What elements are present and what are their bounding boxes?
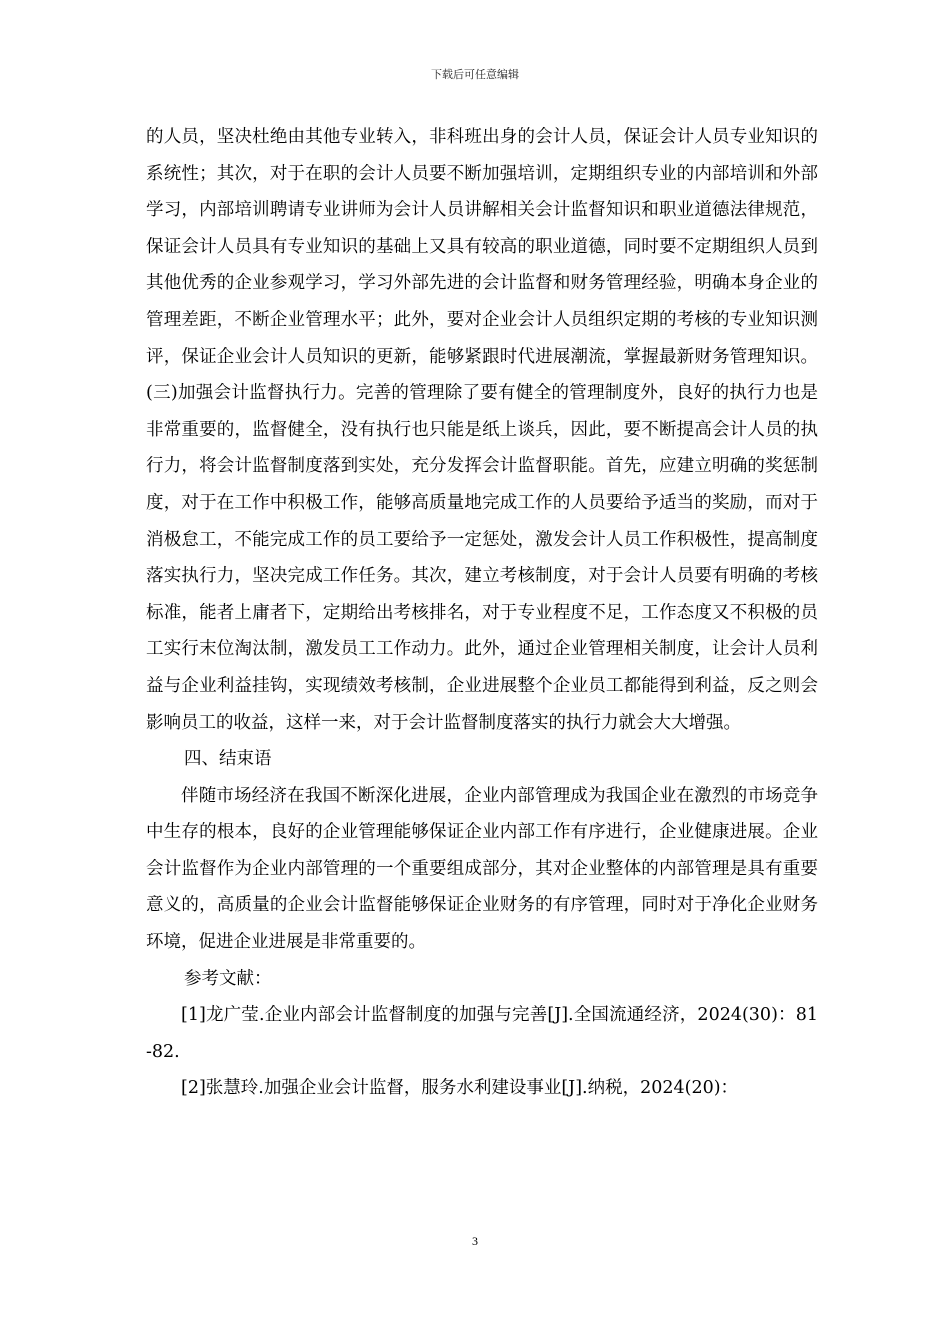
reference-item-1: [1]龙广莹.企业内部会计监督制度的加强与完善[J].全国流通经济，2024(30)：81-82. bbox=[146, 1005, 818, 1062]
body-paragraph: 的人员，坚决杜绝由其他专业转入，非科班出身的会计人员，保证会计人员专业知识的系统性；其次，对于在职的会计人员要不断加强培训，定期组织专业的内部培训和外部学习，内部培训聘请专业讲师为会计人员讲解相关会计监督知识和职业道德法律规范，保证会计人员具有专业知识的基础上又具有较高的职业道德，同时要不定期组织人员到其他优秀的企业参观学习，学习外部先进的会计监督和财务管理经验，明确本身企业的管理差距，不断企业管理水平；此外，要对企业会计人员组织定期的考核的专业知识测评，保证企业会计人员知识的更新，能够紧跟时代进展潮流，掌握最新财务管理知识。(三)加强会计监督执行力。完善的管理除了要有健全的管理制度外，良好的执行力也是非常重要的，监督健全，没有执行也只能是纸上谈兵，因此，要不断提高会计人员的执行力，将会计监督制度落到实处，充分发挥会计监督职能。首先，应建立明确的奖惩制度，对于在工作中积极工作，能够高质量地完成工作的人员要给予适当的奖励，而对于消极怠工，不能完成工作的员工要给予一定惩处，激发会计人员工作积极性，提高制度落实执行力，坚决完成工作任务。其次，建立考核制度，对于会计人员要有明确的考核标准，能者上庸者下，定期给出考核排名，对于专业程度不足，工作态度又不积极的员工实行末位淘汰制，激发员工工作动力。此外，通过企业管理相关制度，让会计人员利益与企业利益挂钩，实现绩效考核制，企业进展整个企业员工都能得到利益，反之则会影响员工的收益，这样一来，对于会计监督制度落实的执行力就会大大增强。 bbox=[146, 127, 818, 733]
section-heading-conclusion: 四、结束语 bbox=[184, 749, 272, 770]
document-body bbox=[146, 119, 818, 1107]
reference-item-2: [2]张慧玲.加强企业会计监督，服务水利建设事业[J].纳税，2024(20)： bbox=[181, 1078, 739, 1099]
references-title: 参考文献： bbox=[184, 968, 272, 989]
page-number: 3 bbox=[472, 1234, 478, 1248]
conclusion-paragraph: 伴随市场经济在我国不断深化进展，企业内部管理成为我国企业在激烈的市场竞争中生存的根本，良好的企业管理能够保证企业内部工作有序进行，企业健康进展。企业会计监督作为企业内部管理的一个重要组成部分，其对企业整体的内部管理是具有重要意义的，高质量的企业会计监督能够保证企业财务的有序管理，同时对于净化企业财务环境，促进企业进展是非常重要的。 bbox=[146, 785, 818, 953]
page-header: 下载后可任意编辑 bbox=[431, 68, 519, 81]
